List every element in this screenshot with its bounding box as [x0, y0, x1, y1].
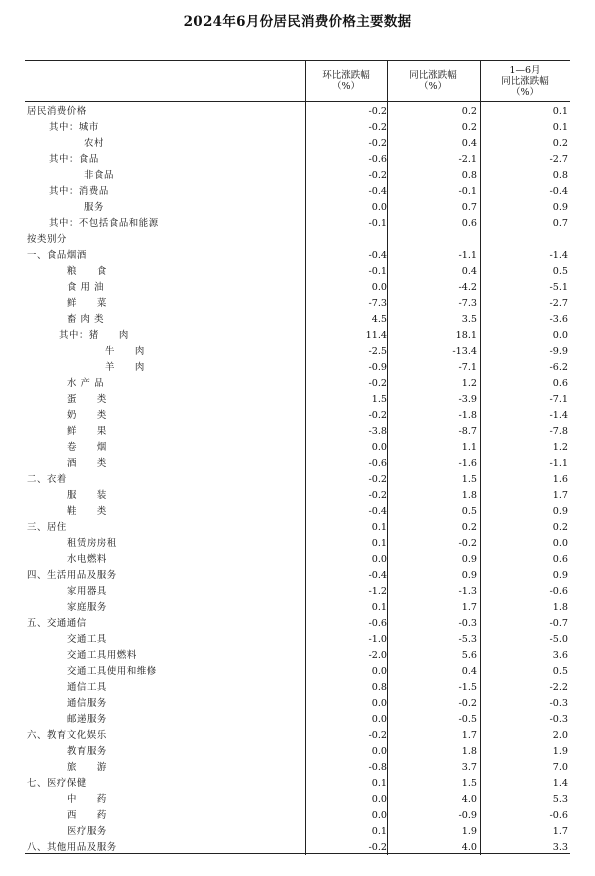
- value-yoy: -0.5: [458, 714, 477, 725]
- row-label: 四、生活用品及服务: [27, 570, 117, 581]
- value-mom: 0.0: [371, 666, 387, 677]
- table-row: [25, 504, 570, 520]
- value-yoy: 0.8: [461, 170, 477, 181]
- value-ytd: -0.3: [549, 714, 568, 725]
- value-mom: -0.6: [368, 154, 387, 165]
- value-yoy: -1.3: [458, 586, 477, 597]
- row-label: 五、交通通信: [27, 618, 87, 629]
- cpi-table: [25, 60, 570, 854]
- value-yoy: 0.4: [461, 138, 477, 149]
- value-mom: 11.4: [365, 330, 387, 341]
- value-ytd: -2.2: [549, 682, 568, 693]
- row-label: 鞋 类: [67, 506, 107, 517]
- table-row: [25, 728, 570, 744]
- value-mom: -2.0: [368, 650, 387, 661]
- value-mom: -0.4: [368, 186, 387, 197]
- row-label: 七、医疗保健: [27, 778, 87, 789]
- row-label: 六、教育文化娱乐: [27, 730, 107, 741]
- value-yoy: -7.1: [458, 362, 477, 373]
- value-ytd: -5.0: [549, 634, 568, 645]
- value-ytd: 7.0: [552, 762, 568, 773]
- value-yoy: 4.0: [461, 842, 477, 853]
- value-yoy: 0.2: [461, 106, 477, 117]
- value-ytd: 2.0: [552, 730, 568, 741]
- table-row: [25, 536, 570, 552]
- row-label: 牛 肉: [105, 346, 145, 357]
- table-row: [25, 744, 570, 760]
- value-mom: 0.8: [371, 682, 387, 693]
- table-header: [25, 60, 570, 102]
- row-label: 服 装: [67, 490, 107, 501]
- value-ytd: 0.9: [552, 570, 568, 581]
- row-label: 其中：消费品: [49, 186, 109, 197]
- value-yoy: 0.2: [461, 122, 477, 133]
- table-row: [25, 120, 570, 136]
- table-row: [25, 584, 570, 600]
- value-ytd: -0.4: [549, 186, 568, 197]
- value-mom: 0.1: [371, 826, 387, 837]
- value-yoy: 1.5: [461, 474, 477, 485]
- row-label: 中 药: [67, 794, 107, 805]
- value-ytd: 1.7: [552, 826, 568, 837]
- value-ytd: 3.3: [552, 842, 568, 853]
- value-yoy: 0.4: [461, 666, 477, 677]
- value-ytd: 0.9: [552, 506, 568, 517]
- table-row: [25, 344, 570, 360]
- table-row: [25, 280, 570, 296]
- table-row: [25, 616, 570, 632]
- value-ytd: 0.2: [552, 138, 568, 149]
- value-yoy: 4.0: [461, 794, 477, 805]
- header-mom-line2: （%）: [331, 81, 361, 92]
- value-mom: -1.0: [368, 634, 387, 645]
- table-row: [25, 824, 570, 840]
- table-row: [25, 168, 570, 184]
- value-ytd: 5.3: [552, 794, 568, 805]
- value-yoy: 1.8: [461, 746, 477, 757]
- value-yoy: -1.6: [458, 458, 477, 469]
- row-label: 农村: [84, 138, 104, 149]
- value-ytd: -6.2: [549, 362, 568, 373]
- table-bottom-rule: [25, 853, 570, 854]
- row-label: 居民消费价格: [27, 106, 87, 117]
- table-row: [25, 648, 570, 664]
- value-mom: 0.0: [371, 282, 387, 293]
- value-mom: -0.6: [368, 618, 387, 629]
- value-mom: -0.2: [368, 490, 387, 501]
- value-mom: -0.2: [368, 730, 387, 741]
- value-mom: -0.2: [368, 138, 387, 149]
- table-row: [25, 200, 570, 216]
- value-mom: -0.2: [368, 122, 387, 133]
- value-mom: -0.2: [368, 170, 387, 181]
- table-row: [25, 360, 570, 376]
- value-ytd: 0.2: [552, 522, 568, 533]
- value-yoy: 0.7: [461, 202, 477, 213]
- page-title: 2024年6月份居民消费价格主要数据: [183, 14, 412, 30]
- table-row: [25, 488, 570, 504]
- value-ytd: 1.4: [552, 778, 568, 789]
- table-row: [25, 440, 570, 456]
- value-yoy: -1.8: [458, 410, 477, 421]
- row-label: 其中：不包括食品和能源: [49, 218, 159, 229]
- value-yoy: -7.3: [458, 298, 477, 309]
- table-row: [25, 424, 570, 440]
- row-label: 蛋 类: [67, 394, 107, 405]
- header-ytd: [480, 61, 570, 101]
- table-row: [25, 296, 570, 312]
- value-ytd: -7.1: [549, 394, 568, 405]
- table-row: [25, 456, 570, 472]
- value-mom: 0.0: [371, 698, 387, 709]
- value-ytd: 0.0: [552, 538, 568, 549]
- value-yoy: 3.5: [461, 314, 477, 325]
- row-label: 卷 烟: [67, 442, 107, 453]
- table-row: [25, 552, 570, 568]
- value-yoy: -0.2: [458, 538, 477, 549]
- row-label: 按类别分: [27, 234, 67, 245]
- table-row: [25, 376, 570, 392]
- value-mom: -2.5: [368, 346, 387, 357]
- row-label: 其中：猪 肉: [59, 330, 129, 341]
- value-ytd: 1.6: [552, 474, 568, 485]
- header-mom: [305, 61, 387, 101]
- header-yoy: [387, 61, 479, 101]
- value-yoy: 1.9: [461, 826, 477, 837]
- header-yoy-line2: （%）: [418, 81, 448, 92]
- value-yoy: 1.7: [461, 730, 477, 741]
- row-label: 租赁房房租: [67, 538, 117, 549]
- value-mom: 0.0: [371, 714, 387, 725]
- row-label: 家用器具: [67, 586, 107, 597]
- header-ytd-line3: （%）: [510, 86, 540, 98]
- value-ytd: 0.8: [552, 170, 568, 181]
- table-row: [25, 408, 570, 424]
- row-label: 非食品: [84, 170, 114, 181]
- value-yoy: -8.7: [458, 426, 477, 437]
- value-yoy: -0.3: [458, 618, 477, 629]
- table-row: [25, 632, 570, 648]
- value-mom: 0.0: [371, 794, 387, 805]
- row-label: 畜 肉 类: [67, 314, 105, 325]
- table-row: [25, 312, 570, 328]
- row-label: 羊 肉: [105, 362, 145, 373]
- value-mom: -0.2: [368, 474, 387, 485]
- value-yoy: -4.2: [458, 282, 477, 293]
- table-row: [25, 392, 570, 408]
- value-ytd: -1.1: [549, 458, 568, 469]
- value-ytd: -1.4: [549, 250, 568, 261]
- value-mom: 4.5: [371, 314, 387, 325]
- row-label: 奶 类: [67, 410, 107, 421]
- value-ytd: 0.6: [552, 378, 568, 389]
- value-yoy: 1.1: [461, 442, 477, 453]
- table-row: [25, 472, 570, 488]
- value-yoy: -3.9: [458, 394, 477, 405]
- table-row: [25, 104, 570, 120]
- value-mom: -7.3: [368, 298, 387, 309]
- value-ytd: -0.3: [549, 698, 568, 709]
- value-mom: -0.2: [368, 842, 387, 853]
- table-row: [25, 600, 570, 616]
- row-label: 西 药: [67, 810, 107, 821]
- table-row: [25, 216, 570, 232]
- value-ytd: -0.7: [549, 618, 568, 629]
- value-ytd: 0.9: [552, 202, 568, 213]
- value-mom: 0.0: [371, 554, 387, 565]
- header-ytd-line1: 1—6月: [509, 64, 541, 76]
- row-label: 交通工具使用和维修: [67, 666, 157, 677]
- value-yoy: 0.4: [461, 266, 477, 277]
- value-yoy: -1.1: [458, 250, 477, 261]
- row-label: 三、居住: [27, 522, 67, 533]
- row-label: 邮递服务: [67, 714, 107, 725]
- column-divider: [387, 60, 388, 855]
- value-mom: 0.0: [371, 442, 387, 453]
- value-mom: -3.8: [368, 426, 387, 437]
- value-yoy: 0.6: [461, 218, 477, 229]
- header-mom-line1: 环比涨跌幅: [322, 70, 370, 81]
- value-mom: 1.5: [371, 394, 387, 405]
- value-ytd: -5.1: [549, 282, 568, 293]
- row-label: 一、食品烟酒: [27, 250, 87, 261]
- row-label: 食 用 油: [67, 282, 105, 293]
- value-ytd: 0.5: [552, 666, 568, 677]
- table-row: [25, 184, 570, 200]
- value-ytd: 1.2: [552, 442, 568, 453]
- header-yoy-line1: 同比涨跌幅: [409, 70, 457, 81]
- value-mom: 0.0: [371, 746, 387, 757]
- value-ytd: 1.7: [552, 490, 568, 501]
- value-yoy: 0.2: [461, 522, 477, 533]
- value-mom: 0.1: [371, 522, 387, 533]
- value-mom: 0.1: [371, 778, 387, 789]
- value-yoy: 0.9: [461, 554, 477, 565]
- table-body: [25, 102, 570, 854]
- table-row: [25, 680, 570, 696]
- table-row: [25, 792, 570, 808]
- row-label: 水电燃料: [67, 554, 107, 565]
- value-yoy: 1.7: [461, 602, 477, 613]
- value-mom: -0.2: [368, 106, 387, 117]
- table-row: [25, 808, 570, 824]
- table-row: [25, 136, 570, 152]
- row-label: 八、其他用品及服务: [27, 842, 117, 853]
- value-yoy: -0.2: [458, 698, 477, 709]
- value-mom: 0.0: [371, 202, 387, 213]
- row-label: 通信服务: [67, 698, 107, 709]
- row-label: 水 产 品: [67, 378, 105, 389]
- table-row: [25, 568, 570, 584]
- value-yoy: 1.2: [461, 378, 477, 389]
- row-label: 鲜 果: [67, 426, 107, 437]
- row-label: 粮 食: [67, 266, 107, 277]
- value-yoy: 5.6: [461, 650, 477, 661]
- table-row: [25, 664, 570, 680]
- value-mom: -0.4: [368, 250, 387, 261]
- table-row: [25, 232, 570, 248]
- value-mom: -0.1: [368, 266, 387, 277]
- value-yoy: 1.8: [461, 490, 477, 501]
- value-ytd: 0.1: [552, 106, 568, 117]
- table-row: [25, 264, 570, 280]
- row-label: 服务: [84, 202, 104, 213]
- header-ytd-line2: 同比涨跌幅: [501, 75, 549, 87]
- value-yoy: 3.7: [461, 762, 477, 773]
- value-ytd: 0.7: [552, 218, 568, 229]
- value-mom: -0.9: [368, 362, 387, 373]
- value-ytd: 0.5: [552, 266, 568, 277]
- value-ytd: 0.0: [552, 330, 568, 341]
- row-label: 家庭服务: [67, 602, 107, 613]
- column-divider: [480, 60, 481, 855]
- value-ytd: -2.7: [549, 298, 568, 309]
- value-yoy: -5.3: [458, 634, 477, 645]
- value-yoy: 18.1: [455, 330, 477, 341]
- value-ytd: 1.8: [552, 602, 568, 613]
- value-ytd: -2.7: [549, 154, 568, 165]
- value-mom: -0.1: [368, 218, 387, 229]
- value-mom: -0.2: [368, 410, 387, 421]
- value-yoy: -1.5: [458, 682, 477, 693]
- table-row: [25, 760, 570, 776]
- value-yoy: 0.5: [461, 506, 477, 517]
- value-ytd: 0.6: [552, 554, 568, 565]
- value-yoy: -0.1: [458, 186, 477, 197]
- value-ytd: -0.6: [549, 586, 568, 597]
- value-yoy: 1.5: [461, 778, 477, 789]
- table-row: [25, 248, 570, 264]
- value-yoy: 0.9: [461, 570, 477, 581]
- value-ytd: 3.6: [552, 650, 568, 661]
- column-divider: [305, 60, 306, 855]
- value-mom: -0.4: [368, 506, 387, 517]
- row-label: 其中：食品: [49, 154, 99, 165]
- table-row: [25, 776, 570, 792]
- row-label: 旅 游: [67, 762, 107, 773]
- value-ytd: -1.4: [549, 410, 568, 421]
- row-label: 教育服务: [67, 746, 107, 757]
- value-yoy: -13.4: [452, 346, 477, 357]
- value-ytd: 0.1: [552, 122, 568, 133]
- value-mom: -1.2: [368, 586, 387, 597]
- value-yoy: -0.9: [458, 810, 477, 821]
- value-mom: 0.0: [371, 810, 387, 821]
- value-ytd: -3.6: [549, 314, 568, 325]
- value-mom: -0.4: [368, 570, 387, 581]
- row-label: 通信工具: [67, 682, 107, 693]
- row-label: 医疗服务: [67, 826, 107, 837]
- value-mom: -0.2: [368, 378, 387, 389]
- row-label: 二、衣着: [27, 474, 67, 485]
- value-ytd: -7.8: [549, 426, 568, 437]
- table-row: [25, 696, 570, 712]
- value-ytd: -0.6: [549, 810, 568, 821]
- row-label: 交通工具: [67, 634, 107, 645]
- table-row: [25, 328, 570, 344]
- value-yoy: -2.1: [458, 154, 477, 165]
- value-ytd: -9.9: [549, 346, 568, 357]
- table-row: [25, 152, 570, 168]
- row-label: 鲜 菜: [67, 298, 107, 309]
- value-mom: 0.1: [371, 602, 387, 613]
- value-mom: 0.1: [371, 538, 387, 549]
- value-ytd: 1.9: [552, 746, 568, 757]
- value-mom: -0.8: [368, 762, 387, 773]
- table-row: [25, 520, 570, 536]
- table-row: [25, 712, 570, 728]
- row-label: 酒 类: [67, 458, 107, 469]
- value-mom: -0.6: [368, 458, 387, 469]
- row-label: 交通工具用燃料: [67, 650, 137, 661]
- row-label: 其中：城市: [49, 122, 99, 133]
